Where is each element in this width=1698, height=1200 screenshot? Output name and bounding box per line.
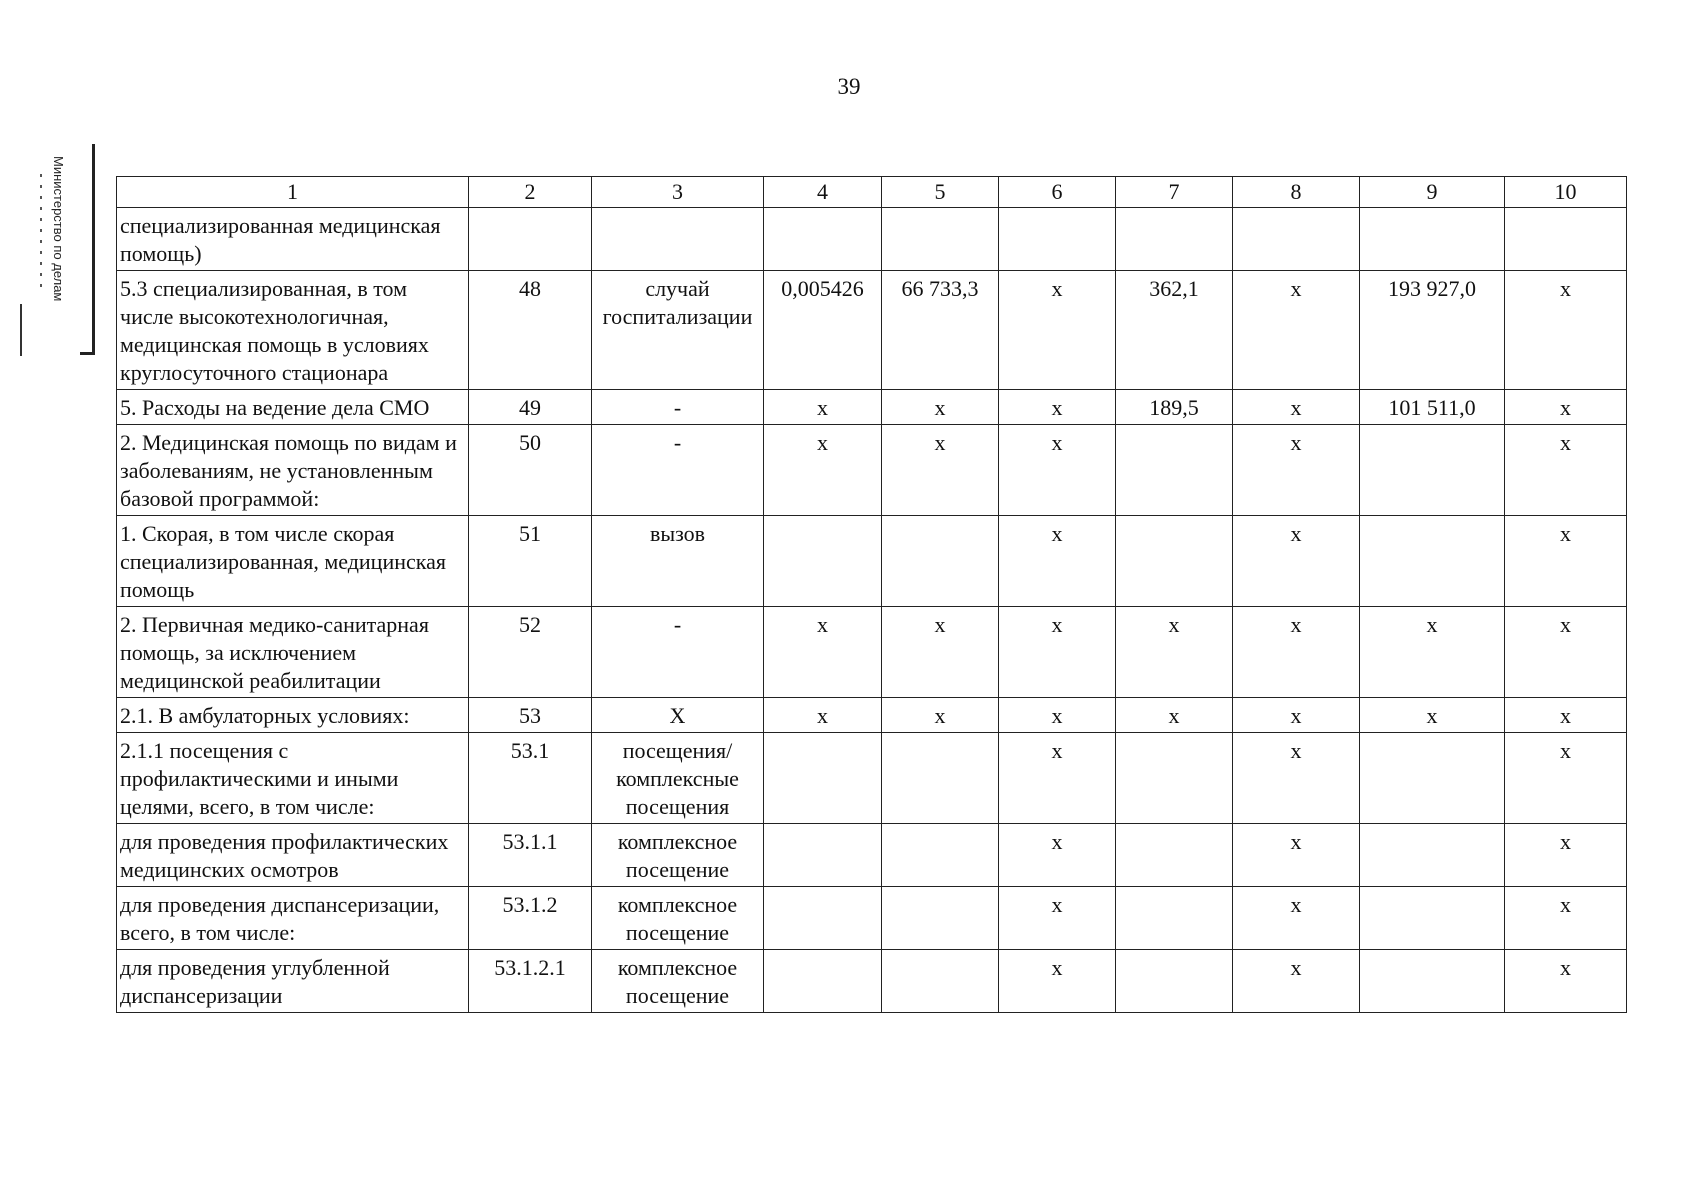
table-cell-col-7 <box>1116 950 1233 1013</box>
table-cell-col-4 <box>764 516 882 607</box>
table-cell-col-8: x <box>1233 950 1360 1013</box>
table-cell-col-10 <box>1505 208 1627 271</box>
table-cell-col-6: x <box>999 516 1116 607</box>
page-number: 39 <box>837 74 861 99</box>
table-cell-col-7: 362,1 <box>1116 271 1233 390</box>
header-row <box>117 177 1627 208</box>
table-cell-col-9 <box>1360 887 1505 950</box>
table-row <box>117 950 1627 1013</box>
table-cell-col-2: 53 <box>469 698 592 733</box>
table-cell-col-3: комплексное посещение <box>592 887 764 950</box>
table-cell-col-8: x <box>1233 607 1360 698</box>
table-cell-col-8: x <box>1233 733 1360 824</box>
header-cell-4: 4 <box>764 177 882 208</box>
stamp-bar-bottom <box>80 352 95 355</box>
table-cell-col-5: x <box>882 425 999 516</box>
table-cell-col-8: x <box>1233 516 1360 607</box>
table-cell-col-6 <box>999 208 1116 271</box>
stamp-bar-right <box>92 144 95 354</box>
table-cell-col-2: 48 <box>469 271 592 390</box>
table-cell-col-6: x <box>999 887 1116 950</box>
header-cell-5: 5 <box>882 177 999 208</box>
table-cell-col-8: x <box>1233 887 1360 950</box>
table-cell-col-2: 49 <box>469 390 592 425</box>
table-row <box>117 271 1627 390</box>
table-cell-col-10: x <box>1505 824 1627 887</box>
table-cell-col-7 <box>1116 887 1233 950</box>
table-cell-col-2: 53.1 <box>469 733 592 824</box>
table-cell-col-2 <box>469 208 592 271</box>
table-cell-col-3: X <box>592 698 764 733</box>
table-row <box>117 208 1627 271</box>
table-cell-col-7 <box>1116 733 1233 824</box>
table-cell-col-8: x <box>1233 271 1360 390</box>
table-cell-col-6: x <box>999 607 1116 698</box>
header-cell-7: 7 <box>1116 177 1233 208</box>
table-cell-col-4 <box>764 824 882 887</box>
table-cell-col-6: x <box>999 271 1116 390</box>
table-cell-col-5: x <box>882 390 999 425</box>
table-cell-col-5 <box>882 516 999 607</box>
stamp-bar-left <box>20 304 22 356</box>
header-cell-6: 6 <box>999 177 1116 208</box>
table-cell-col-1: 5. Расходы на ведение дела СМО <box>117 390 469 425</box>
table-cell-col-10: x <box>1505 390 1627 425</box>
header-cell-9: 9 <box>1360 177 1505 208</box>
stamp-dots <box>40 174 42 294</box>
table-row <box>117 516 1627 607</box>
table-cell-col-3 <box>592 208 764 271</box>
table-cell-col-7: 189,5 <box>1116 390 1233 425</box>
table-cell-col-3: - <box>592 607 764 698</box>
table-cell-col-8: x <box>1233 698 1360 733</box>
table-cell-col-1: 2.1.1 посещения с профилактическими и иными целями, всего, в том числе: <box>117 733 469 824</box>
table-row <box>117 607 1627 698</box>
table-cell-col-10: x <box>1505 698 1627 733</box>
table-cell-col-5 <box>882 824 999 887</box>
table-cell-col-6: x <box>999 950 1116 1013</box>
table-cell-col-2: 50 <box>469 425 592 516</box>
data-table <box>116 176 1627 1013</box>
table-cell-col-10: x <box>1505 425 1627 516</box>
table-body <box>117 177 1627 1013</box>
table-cell-col-10: x <box>1505 271 1627 390</box>
table-row <box>117 824 1627 887</box>
table-cell-col-1: для проведения профилактических медицинских осмотров <box>117 824 469 887</box>
table-cell-col-4 <box>764 950 882 1013</box>
header-cell-3: 3 <box>592 177 764 208</box>
table-cell-col-1: 2. Первичная медико-санитарная помощь, за исключением медицинской реабилитации <box>117 607 469 698</box>
table-cell-col-5 <box>882 887 999 950</box>
table-cell-col-4: 0,005426 <box>764 271 882 390</box>
table-cell-col-1: для проведения углубленной диспансеризации <box>117 950 469 1013</box>
table-cell-col-10: x <box>1505 516 1627 607</box>
table-cell-col-5 <box>882 208 999 271</box>
table-cell-col-2: 53.1.1 <box>469 824 592 887</box>
table-row <box>117 733 1627 824</box>
table-cell-col-4: x <box>764 390 882 425</box>
table-cell-col-3: - <box>592 425 764 516</box>
table-cell-col-7 <box>1116 425 1233 516</box>
header-cell-8: 8 <box>1233 177 1360 208</box>
table-cell-col-5: x <box>882 698 999 733</box>
table-row <box>117 698 1627 733</box>
table-cell-col-8: x <box>1233 824 1360 887</box>
table-cell-col-9 <box>1360 824 1505 887</box>
table-row <box>117 887 1627 950</box>
header-cell-2: 2 <box>469 177 592 208</box>
table-cell-col-6: x <box>999 425 1116 516</box>
table-cell-col-7 <box>1116 824 1233 887</box>
table-cell-col-1: 2. Медицинская помощь по видам и заболеваниям, не установленным базовой программой: <box>117 425 469 516</box>
table-cell-col-2: 52 <box>469 607 592 698</box>
table-cell-col-9: 193 927,0 <box>1360 271 1505 390</box>
table-cell-col-3: комплексное посещение <box>592 950 764 1013</box>
table-cell-col-4: x <box>764 698 882 733</box>
side-stamp <box>16 144 86 372</box>
table-row <box>117 425 1627 516</box>
table-cell-col-6: x <box>999 698 1116 733</box>
table-cell-col-9: x <box>1360 698 1505 733</box>
table-cell-col-1: для проведения диспансеризации, всего, в том числе: <box>117 887 469 950</box>
header-cell-1: 1 <box>117 177 469 208</box>
table-cell-col-5: 66 733,3 <box>882 271 999 390</box>
table-cell-col-8: x <box>1233 390 1360 425</box>
table-cell-col-7 <box>1116 208 1233 271</box>
table-cell-col-9: 101 511,0 <box>1360 390 1505 425</box>
table-cell-col-4: x <box>764 607 882 698</box>
table-cell-col-9 <box>1360 733 1505 824</box>
table-row <box>117 390 1627 425</box>
table-cell-col-5 <box>882 733 999 824</box>
table-cell-col-7: x <box>1116 698 1233 733</box>
table-cell-col-5: x <box>882 607 999 698</box>
table-cell-col-2: 53.1.2.1 <box>469 950 592 1013</box>
table-cell-col-10: x <box>1505 733 1627 824</box>
table-cell-col-1: 1. Скорая, в том числе скорая специализированная, медицинская помощь <box>117 516 469 607</box>
table-cell-col-4: x <box>764 425 882 516</box>
table-cell-col-5 <box>882 950 999 1013</box>
table-cell-col-8: x <box>1233 425 1360 516</box>
table-cell-col-7 <box>1116 516 1233 607</box>
table-cell-col-2: 53.1.2 <box>469 887 592 950</box>
table-cell-col-9 <box>1360 425 1505 516</box>
table-cell-col-3: комплексное посещение <box>592 824 764 887</box>
table-cell-col-8 <box>1233 208 1360 271</box>
table-cell-col-7: x <box>1116 607 1233 698</box>
table-cell-col-3: случай госпитализации <box>592 271 764 390</box>
table-cell-col-1: специализированная медицинская помощь) <box>117 208 469 271</box>
table-cell-col-4 <box>764 733 882 824</box>
table-cell-col-9 <box>1360 950 1505 1013</box>
stamp-text: Министерство по делам <box>51 156 66 302</box>
table-cell-col-9 <box>1360 208 1505 271</box>
table-cell-col-10: x <box>1505 950 1627 1013</box>
table-cell-col-3: вызов <box>592 516 764 607</box>
table-cell-col-4 <box>764 208 882 271</box>
table-cell-col-10: x <box>1505 607 1627 698</box>
table-cell-col-9: x <box>1360 607 1505 698</box>
table-cell-col-3: посещения/ комплексные посещения <box>592 733 764 824</box>
table-cell-col-4 <box>764 887 882 950</box>
table-cell-col-2: 51 <box>469 516 592 607</box>
table-cell-col-10: x <box>1505 887 1627 950</box>
table-cell-col-6: x <box>999 390 1116 425</box>
table-cell-col-1: 2.1. В амбулаторных условиях: <box>117 698 469 733</box>
table-cell-col-3: - <box>592 390 764 425</box>
table-cell-col-9 <box>1360 516 1505 607</box>
table-cell-col-6: x <box>999 824 1116 887</box>
table-cell-col-6: x <box>999 733 1116 824</box>
table-cell-col-1: 5.3 специализированная, в том числе высокотехнологичная, медицинская помощь в условиях круглосуточного стационара <box>117 271 469 390</box>
header-cell-10: 10 <box>1505 177 1627 208</box>
